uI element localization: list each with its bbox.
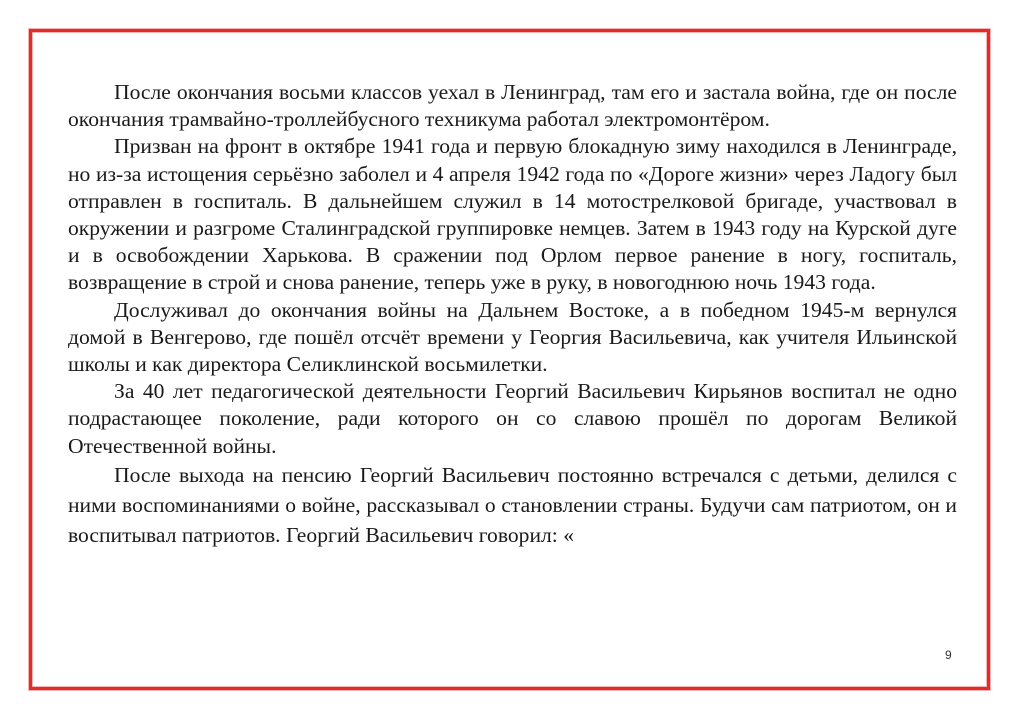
body-text: [68, 79, 957, 550]
paragraph-2: Призван на фронт в октябре 1941 года и первую блокадную зиму находился в Ленинграде, но из-за истощения серьёзно заболел и 4 апреля 1942 года по «Дороге жизни» через Ладогу был отправлен в госпиталь. В дальнейшем служил в 14 мотострелковой бригаде, участвовал в окружении и разгроме Сталинградской группировке немцев. Затем в 1943 году на Курской дуге и в освобождении Харькова. В сражении под Орлом первое ранение в ногу, госпиталь, возвращение в строй и снова ранение, теперь уже в руку, в новогоднюю ночь 1943 года.: [68, 134, 957, 295]
page-number: 9: [945, 648, 952, 662]
paragraph-3: Дослуживал до окончания войны на Дальнем Востоке, а в победном 1945-м вернулся домой в Венгерово, где пошёл отсчёт времени у Георгия Васильевича, как учителя Ильинской школы и как директора Селиклинской восьмилетки.: [68, 297, 957, 377]
paragraph-1: После окончания восьми классов уехал в Ленинград, там его и застала война, где он после окончания трамвайно-троллейбусного техникума работал электромонтёром.: [68, 80, 957, 132]
paragraph-5: После выхода на пенсию Георгий Васильевич постоянно встречался с детьми, делился с ними воспоминаниями о войне, рассказывал о становлении страны. Будучи сам патриотом, он и воспитывал патриотов. Георгий Васильевич говорил: «: [68, 462, 957, 547]
paragraph-4: За 40 лет педагогической деятельности Георгий Васильевич Кирьянов воспитал не одно подрастающее поколение, ради которого он со славою прошёл по дорогам Великой Отечественной войны.: [68, 379, 957, 458]
